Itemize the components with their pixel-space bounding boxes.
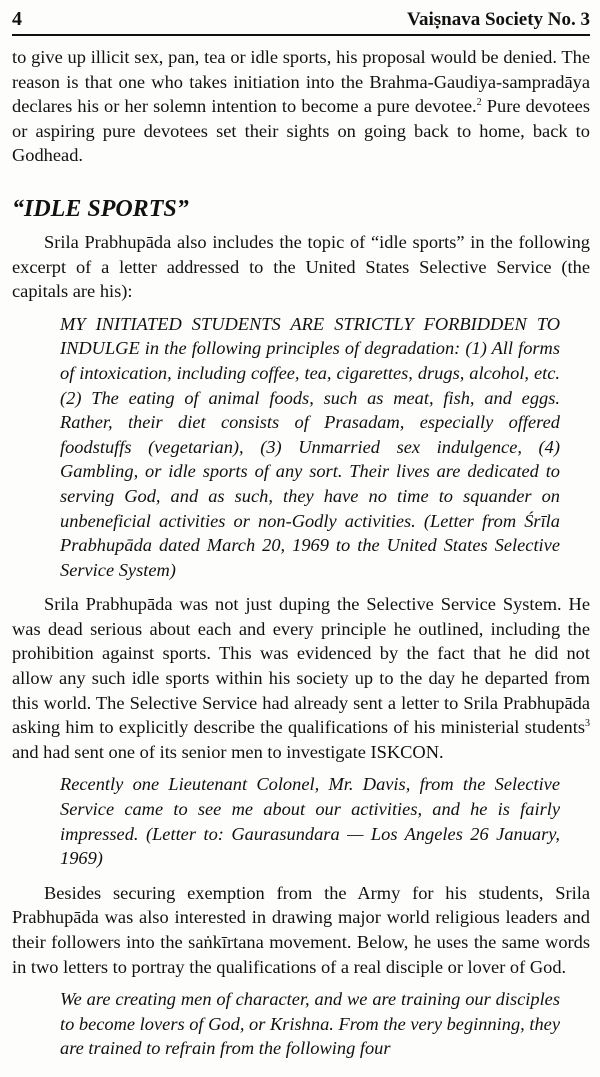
block-quote-gaurasundara: Recently one Lieutenant Colonel, Mr. Davis, from the Selective Service came to see me about our activities, and he is fairly impressed. (Letter to: Gaurasundara — Los Angeles 26 January, 1969) [60,774,560,869]
paragraph-duping-text-after: and had sent one of its senior men to investigate ISKCON. [12,741,444,762]
page-number: 4 [12,8,22,30]
paragraph-duping [12,592,590,764]
paragraph-letter-intro: Srila Prabhupāda also includes the topic of “idle sports” in the following excerpt of a letter addressed to the United States Selective Service (the capitals are his): [12,231,590,302]
block-quote-character: We are creating men of character, and we are training our disciples to become lovers of God, or Krishna. From the very beginning, they are trained to refrain from the following four [60,989,560,1059]
paragraph-besides: Besides securing exemption from the Army for his students, Srila Prabhupāda was also interested in drawing major world religious leaders and their followers into the saṅkīrtana movement. Below, he uses the same words in two letters to portray the qualifications of a real disciple or lover of God. [12,882,590,977]
page-header [12,8,590,36]
block-quote-selective-service: MY INITIATED STUDENTS ARE STRICTLY FORBIDDEN TO INDULGE in the following principles of degradation: (1) All forms of intoxication, including coffee, tea, cigarettes, drugs, alcohol, etc. (2) The eating of animal foods, such as meat, fish, and eggs. Rather, their diet consists of Prasadam, especially offered foodstuffs (vegetarian), (3) Unmarried sex indulgence, (4) Gambling, or idle sports of any sort. Their lives are dedicated to serving God, and as such, they have no time to squander on unbeneficial activities or non-Godly activities. (Letter from Śrīla Prabhupāda dated March 20, 1969 to the United States Selective Service System) [60,313,560,580]
paragraph-intro [12,45,590,168]
footnote-marker: 2 [476,97,482,109]
page [12,8,590,1065]
page-body [12,45,590,1061]
publication-title: Vaiṣnava Society No. 3 [407,9,590,30]
footnote-marker: 3 [585,718,590,730]
paragraph-duping-text: Srila Prabhupāda was not just duping the Selective Service System. He was dead serious about each and every principle he outlined, including the prohibition against sports. This was evidenced by the fact that he did not allow any such idle sports within his society up to the day he departed from this world. The Selective Service had already sent a letter to Srila Prabhupāda asking him to explicitly describe the qualifications of his ministerial students [12,594,590,738]
paragraph-intro-text: to give up illicit sex, pan, tea or idle sports, his proposal would be denied. The reason is that one who takes initiation into the Brahma-Gaudiya-sampradāya declares his or her solemn intention to become a pure devotee. [12,47,590,117]
paragraph-intro-text-after: Pure devotees or aspiring pure devotees set their sights on going back to home, back to Godhead. [12,96,590,166]
section-heading: “IDLE SPORTS” [12,195,189,222]
